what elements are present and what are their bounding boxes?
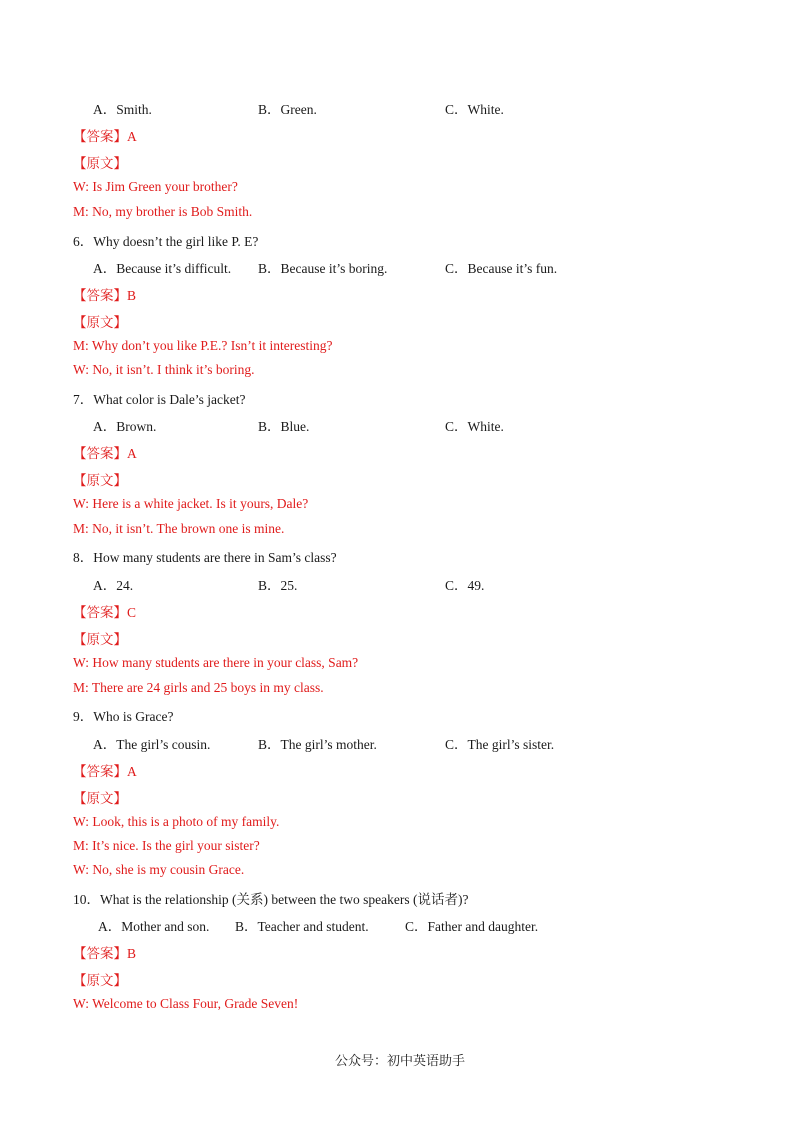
question: 8．How many students are there in Sam’s class?	[73, 550, 337, 565]
transcript-line: W: No, she is my cousin Grace.	[73, 862, 245, 877]
option-a: A．Because it’s difficult.	[93, 261, 232, 276]
option-a: A．Mother and son.	[98, 919, 210, 934]
option-c: C．Father and daughter.	[405, 919, 539, 934]
source-label: 【原文】	[73, 473, 127, 488]
answer: 【答案】A	[73, 764, 137, 779]
transcript-line: M: Why don’t you like P.E.? Isn’t it interesting?	[73, 338, 333, 353]
source-label: 【原文】	[73, 973, 127, 988]
answer: 【答案】B	[73, 288, 137, 303]
option-b: B．Blue.	[258, 419, 310, 434]
source-label: 【原文】	[73, 632, 127, 647]
answer: 【答案】C	[73, 605, 137, 620]
option-c: C．49.	[445, 578, 485, 593]
transcript-line: W: Here is a white jacket. Is it yours, Dale?	[73, 496, 309, 511]
source-label: 【原文】	[73, 791, 127, 806]
option-a: A．Brown.	[93, 419, 157, 434]
question: 10．What is the relationship (关系) between the two speakers (说话者)?	[73, 892, 469, 907]
page-footer: 公众号：初中英语助手	[334, 1053, 465, 1068]
option-a: A．24.	[93, 578, 134, 593]
option-b: B．25.	[258, 578, 298, 593]
source-label: 【原文】	[73, 315, 127, 330]
transcript-line: M: It’s nice. Is the girl your sister?	[73, 838, 260, 853]
question: 7．What color is Dale’s jacket?	[73, 392, 246, 407]
transcript-line: W: No, it isn’t. I think it’s boring.	[73, 362, 255, 377]
option-c: C．The girl’s sister.	[445, 737, 555, 752]
answer: 【答案】A	[73, 129, 137, 144]
option-c: C．White.	[445, 102, 504, 117]
transcript-line: M: No, my brother is Bob Smith.	[73, 204, 253, 219]
option-c: C．White.	[445, 419, 504, 434]
option-b: B．Green.	[258, 102, 317, 117]
option-a: A．Smith.	[93, 102, 152, 117]
transcript-line: W: Look, this is a photo of my family.	[73, 814, 280, 829]
option-b: B．Because it’s boring.	[258, 261, 388, 276]
question: 9．Who is Grace?	[73, 709, 174, 724]
answer: 【答案】A	[73, 446, 137, 461]
option-c: C．Because it’s fun.	[445, 261, 558, 276]
option-b: B．Teacher and student.	[235, 919, 369, 934]
transcript-line: W: How many students are there in your class, Sam?	[73, 655, 359, 670]
source-label: 【原文】	[73, 156, 127, 171]
question: 6．Why doesn’t the girl like P. E?	[73, 234, 259, 249]
transcript-line: W: Is Jim Green your brother?	[73, 179, 238, 194]
option-b: B．The girl’s mother.	[258, 737, 377, 752]
transcript-line: M: No, it isn’t. The brown one is mine.	[73, 521, 285, 536]
answer: 【答案】B	[73, 946, 137, 961]
option-a: A．The girl’s cousin.	[93, 737, 211, 752]
transcript-line: M: There are 24 girls and 25 boys in my class.	[73, 680, 324, 695]
transcript-line: W: Welcome to Class Four, Grade Seven!	[73, 996, 299, 1011]
